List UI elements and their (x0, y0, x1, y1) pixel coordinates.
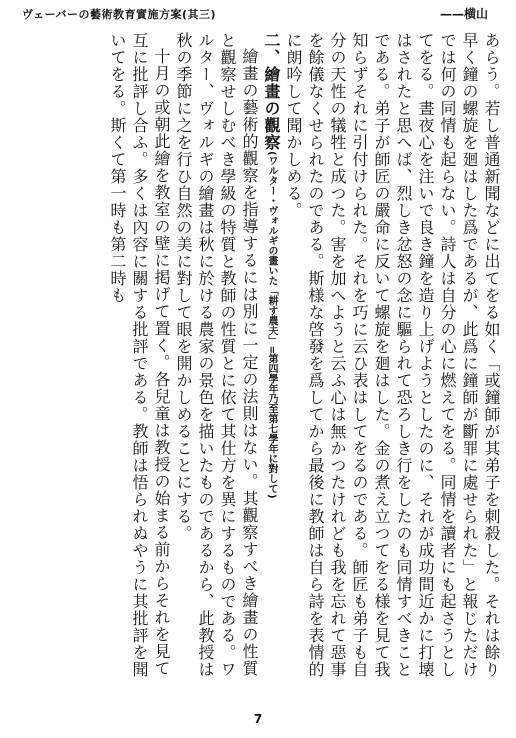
vertical-text-body (22, 32, 502, 692)
running-header-title: ヴェーバーの藝術教育實施方案(其三) (22, 8, 217, 21)
paragraph-continuation: あらう。若し普通新聞などに出てをる如く「或鐘師が其弟子を刺殺した。それは餘り早く鐘の螺旋を廻はした爲であるが、此爲に鐘師が斷罪に處せられた」と報じただけでは何の同情も起らない。詩人は自分の心に燃えてをる。同情を讀者にも起さうとしてをる。晝夜心を注いで良き鐘を造り上げようとしたのに、それが成功間近かに打壊はされたと思へば、烈しき忿怒の念に驅られて恐ろしき行をしたのも同情すべきことである。弟子が師匠の嚴命に反いて螺旋を廻はした。金の煮え立つてをる様を見て我知らずそれに引付けられた。それを巧に云ひ表はしてをるのである。師匠も弟子も自分の天性の犠牲と成つた。害を加へようと云ふ心は無かつたけれども我を忘れて惡事を餘儀なくせられたのである。斯様な啓發を爲してから最後に教師は自ら詩を表情的に朗吟して聞かしめる。 (284, 32, 501, 678)
section-heading (260, 32, 282, 692)
page-number: 7 (253, 712, 263, 726)
paragraph: 十月の或朝此繪を教室の壁に掲げて置く。各兒童は教授の始まる前からそれを見て互に批評し合ふ。多くは內容に關する批評である。教師は悟られぬやうに其批評を聞いてをる。斯くて第一時も第二時も (108, 32, 171, 678)
running-header-author: ——横山 (439, 7, 488, 21)
section-heading-title: 二、繪畫の觀察 (262, 32, 281, 151)
running-header (0, 0, 516, 22)
paragraph: 繪畫の藝術的觀察を指導するには別に一定の法則はない。其觀察すべき繪畫の性質と觀察せしむべき學級の特質と教師の性質とに依て其仕方を異にするものである。ワルター、ヴォルギの繪畫は秋に於ける農家の景色を描いたものであるから、此教授は秋の季節に之を行ひ自然の美に對して眼を開かしめることにする。 (174, 32, 259, 678)
section-heading-note: (ワルター・ヴォルギの畫いた「耕す農夫」=第四學年乃至第七學年に對して) (266, 151, 277, 499)
